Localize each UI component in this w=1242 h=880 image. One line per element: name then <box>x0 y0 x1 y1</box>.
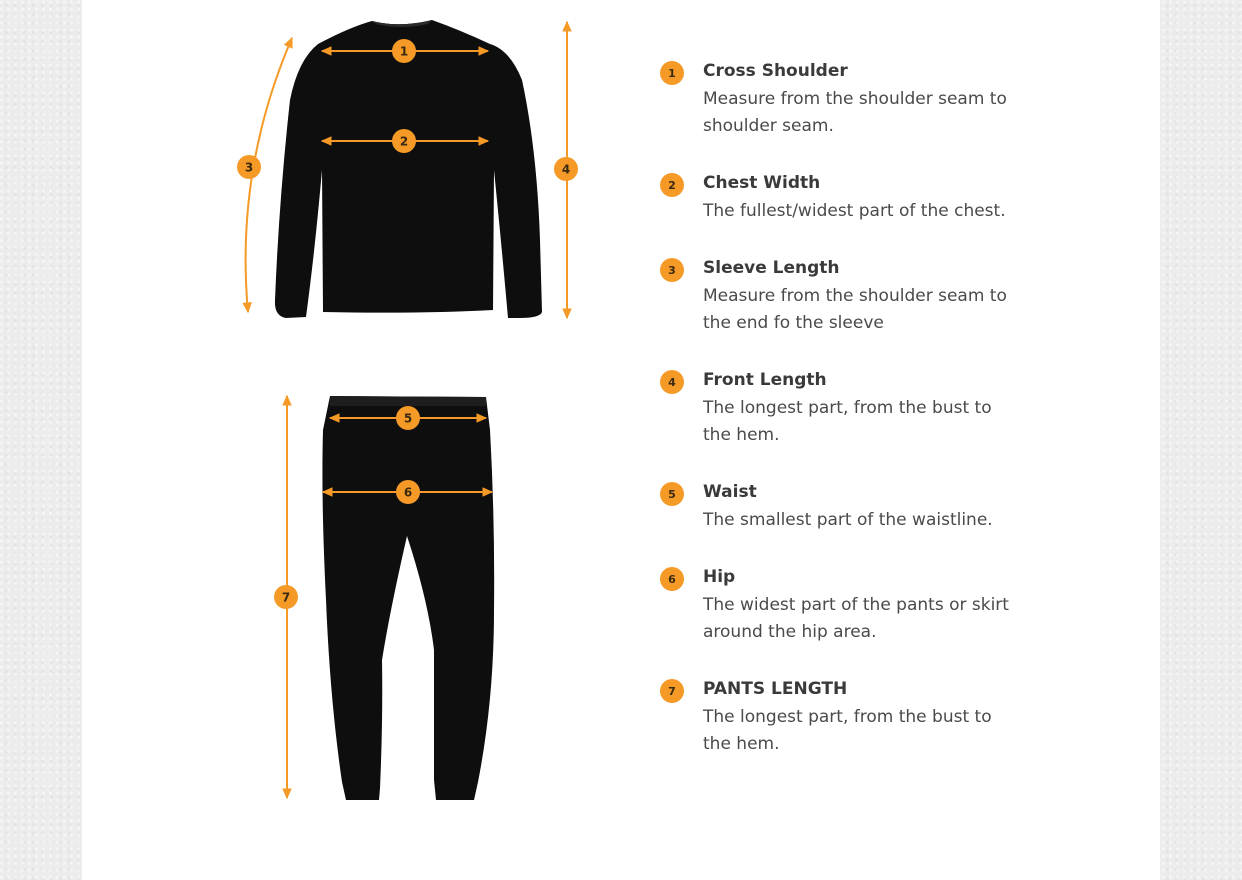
svg-text:6: 6 <box>403 485 413 500</box>
item-description: The fullest/widest part of the chest. <box>703 201 1006 221</box>
svg-text:7: 7 <box>281 590 291 605</box>
number-badge: 5 <box>660 482 684 506</box>
item-title: Hip <box>703 567 736 587</box>
svg-text:4: 4 <box>561 162 571 177</box>
item-title: PANTS LENGTH <box>703 679 848 699</box>
item-description: The longest part, from the bust to the hem. <box>703 707 992 754</box>
number-badge: 4 <box>660 370 684 394</box>
item-description: The longest part, from the bust to the hem. <box>703 398 992 445</box>
number-badge: 1 <box>660 61 684 85</box>
item-description: The smallest part of the waistline. <box>703 510 993 530</box>
number-badge: 2 <box>660 173 684 197</box>
number-badge: 3 <box>660 258 684 282</box>
item-description: The widest part of the pants or skirt around the hip area. <box>703 595 1009 642</box>
svg-text:2: 2 <box>399 134 409 149</box>
item-title: Front Length <box>703 370 827 390</box>
svg-text:1: 1 <box>399 44 409 59</box>
item-title: Chest Width <box>703 173 821 193</box>
item-description: Measure from the shoulder seam to the end fo the sleeve <box>703 286 1007 333</box>
item-title: Cross Shoulder <box>703 61 848 81</box>
svg-text:3: 3 <box>244 160 254 175</box>
item-description: Measure from the shoulder seam to shoulder seam. <box>703 89 1007 136</box>
item-title: Sleeve Length <box>703 258 840 278</box>
number-badge: 7 <box>660 679 684 703</box>
svg-text:5: 5 <box>403 411 413 426</box>
number-badge: 6 <box>660 567 684 591</box>
item-title: Waist <box>703 482 757 502</box>
